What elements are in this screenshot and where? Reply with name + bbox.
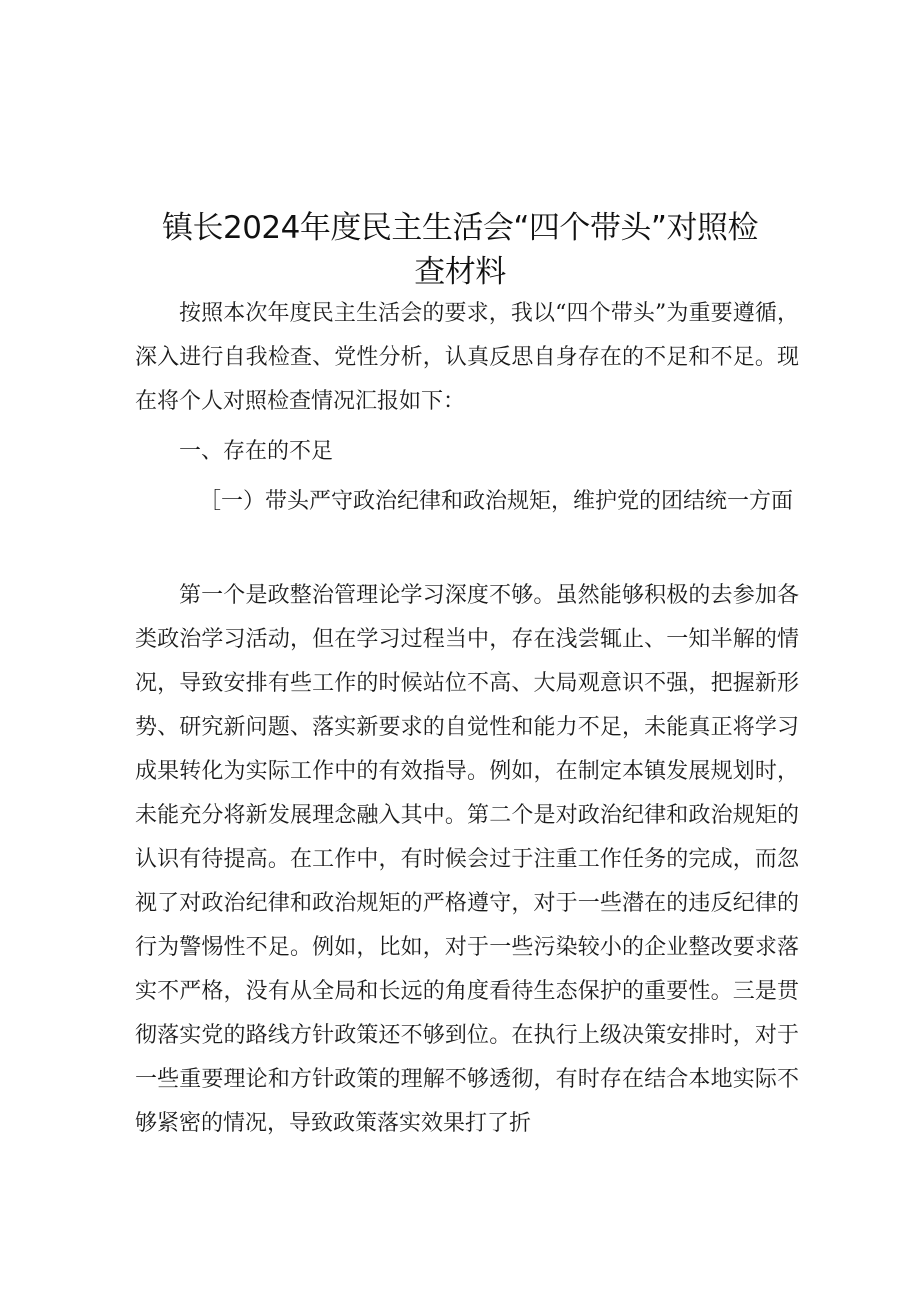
subsection-heading: ［一）带头严守政治纪律和政治规矩，维护党的团结统一方面 bbox=[199, 489, 794, 514]
section-heading: 一、存在的不足 bbox=[179, 439, 334, 464]
body-paragraph: 第一个是政整治管理论学习深度不够。虽然能够积极的去参加各类政治学习活动，但在学习过程当中，存在浅尝辄止、一知半解的情况，导致安排有些工作的时候站位不高、大局观意识不强，把握新形势、研究新问题、落实新要求的自觉性和能力不足，未能真正将学习成果转化为实际工作中的有效指导。例如，在制定本镇发展规划时，未能充分将新发展理念融入其中。第二个是对政治纪律和政治规矩的认识有待提高。在工作中，有时候会过于注重工作任务的完成，而忽视了对政治纪律和政治规矩的严格遵守，对于一些潜在的违反纪律的行为警惕性不足。例如，比如，对于一些污染较小的企业整改要求落实不严格，没有从全局和长远的角度看待生态保护的重要性。三是贯彻落实党的路线方针政策还不够到位。在执行上级决策安排时，对于一些重要理论和方针政策的理解不够透彻，有时存在结合本地实际不够紧密的情况，导致政策落实效果打了折 bbox=[135, 583, 799, 1136]
document-title-line-2: 查材料 bbox=[414, 254, 506, 290]
document-title-line-1: 镇长2024年度民主生活会“四个带头”对照检 bbox=[161, 210, 758, 246]
intro-paragraph: 按照本次年度民主生活会的要求，我以“四个带头”为重要遵循，深入进行自我检查、党性分析，认真反思自身存在的不足和不足。现在将个人对照检查情况汇报如下： bbox=[135, 301, 799, 414]
